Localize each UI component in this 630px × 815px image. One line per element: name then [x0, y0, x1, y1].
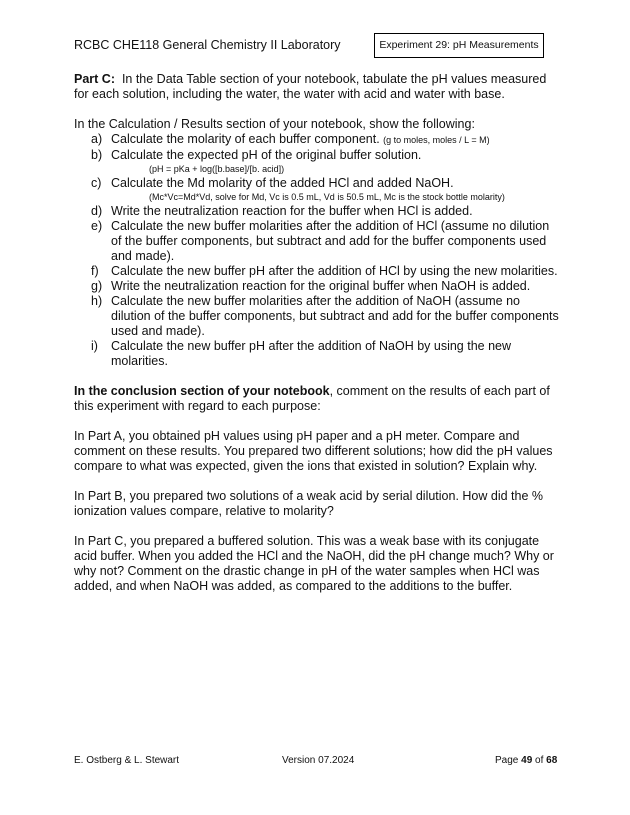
- part-c-conclusion-paragraph: In Part C, you prepared a buffered solution. This was a weak base with its conjugate acid buffer. When you added the HCl and the NaOH, did the pH change much? Why or why not? Comment on the drastic change in pH of the water samples when HCl was added, and when NaOH was added, as compared to the additions to the buffer.: [74, 534, 554, 593]
- part-c-label: Part C:: [74, 72, 115, 86]
- calc-list: [74, 132, 562, 369]
- list-item: a) Calculate the molarity of each buffer component. (g to moles, moles / L = M): [91, 132, 490, 146]
- footer-page-number: Page 49 of 68: [495, 755, 558, 766]
- part-c-paragraph: [74, 72, 562, 102]
- formula-note: (pH = pKa + log([b.base]/[b. acid]): [149, 164, 285, 174]
- experiment-box: Experiment 29: pH Measurements: [374, 33, 544, 58]
- list-item: g) Write the neutralization reaction for the original buffer when NaOH is added.: [91, 279, 531, 293]
- calc-intro: In the Calculation / Results section of your notebook, show the following:: [74, 117, 475, 131]
- part-a-paragraph: In Part A, you obtained pH values using pH paper and a pH meter. Compare and comment on these results. You prepared two different solutions; how did the pH values compare to what was expected, given the ions that existed in solution? Explain why.: [74, 429, 553, 473]
- footer-version: Version 07.2024: [282, 755, 355, 766]
- formula-note: (Mc*Vc=Md*Vd, solve for Md, Vc is 0.5 mL, Vd is 50.5 mL, Mc is the stock bottle molarity): [149, 192, 505, 202]
- list-item: b) Calculate the expected pH of the original buffer solution.: [91, 148, 422, 162]
- footer-authors: E. Ostberg & L. Stewart: [74, 755, 180, 766]
- list-item: i) Calculate the new buffer pH after the addition of NaOH by using the new molarities.: [91, 339, 512, 368]
- list-item: h) Calculate the new buffer molarities after the addition of NaOH (assume no dilution of the buffer components, but subtract and add for the buffer components used and made).: [91, 294, 559, 338]
- conclusion-bold: In the conclusion section of your notebook: [74, 384, 330, 398]
- list-item: c) Calculate the Md molarity of the added HCl and added NaOH.: [91, 176, 454, 190]
- part-b-paragraph: In Part B, you prepared two solutions of a weak acid by serial dilution. How did the % ionization values compare, relative to molarity?: [74, 489, 544, 518]
- list-item: e) Calculate the new buffer molarities after the addition of HCl (assume no dilution of the buffer components, but subtract and add for the buffer components used and made).: [91, 219, 550, 263]
- header-title: RCBC CHE118 General Chemistry II Laboratory: [74, 38, 341, 52]
- list-item: d) Write the neutralization reaction for the buffer when HCl is added.: [91, 204, 473, 218]
- conclusion-intro: In the conclusion section of your notebook, comment on the results of each part of this experiment with regard to each purpose:: [74, 384, 550, 413]
- document-body: [74, 72, 562, 594]
- list-item: f) Calculate the new buffer pH after the addition of HCl by using the new molarities.: [91, 264, 558, 278]
- part-c-text: In the Data Table section of your notebook, tabulate the pH values measured for each solution, including the water, the water with acid and water with base.: [74, 72, 547, 101]
